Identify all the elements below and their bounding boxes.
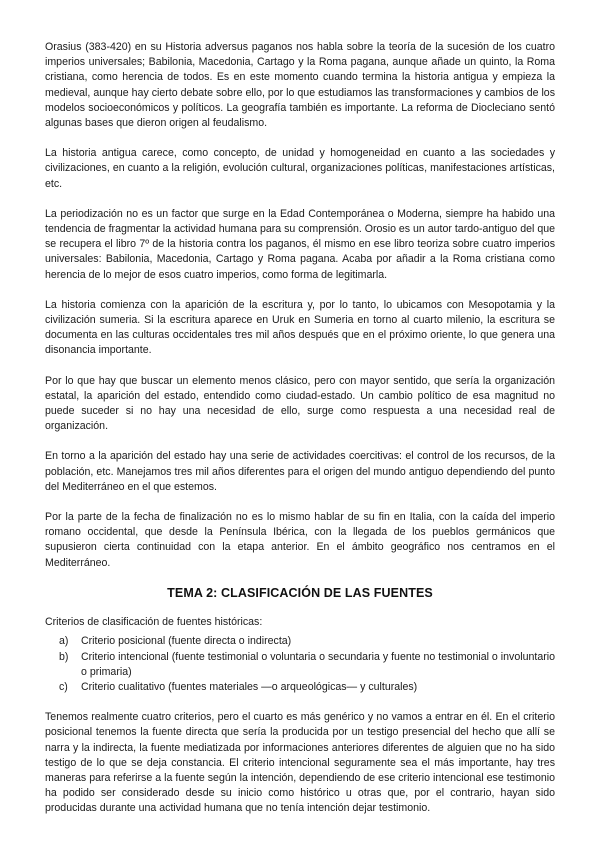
list-item xyxy=(59,634,555,649)
list-marker: a) xyxy=(59,635,69,648)
list-item xyxy=(59,650,555,680)
list-marker: b) xyxy=(59,650,69,663)
paragraph-actividades-coercitivas: En torno a la aparición del estado hay una serie de actividades coercitivas: el control de los recursos, de la población, etc. Manejamos tres mil años diferentes para el origen del mundo antiguo dependiendo del punto del Mediterráneo en el que estemos. xyxy=(45,450,555,493)
list-item-text: Criterio intencional (fuente testimonial o voluntaria o secundaria y fuente no testimonial o involuntario o primaria) xyxy=(81,650,555,678)
paragraph-orosius: Orasius (383-420) en su Historia adversus paganos nos habla sobre la teoría de la sucesión de los cuatro imperios universales; Babilonia, Macedonia, Cartago y la Roma pagana, aunque añade un quinto, la Roma cristiana, como herencia de todos. Es en este momento cuando termina la historia antigua y empieza la medieval, aunque hay cierto debate sobre ello, por lo que estudiamos las transformaciones y cambios de los modelos socioeconómicos y políticos. La geografía también es importante. La reforma de Diocleciano sentó algunas bases que dieron origen al feudalismo. xyxy=(45,41,555,130)
list-item xyxy=(59,680,555,695)
criteria-intro: Criterios de clasificación de fuentes históricas: xyxy=(45,616,263,629)
paragraph-historia-antigua: La historia antigua carece, como concepto, de unidad y homogeneidad en cuanto a las sociedades y civilizaciones, en cuanto a la religión, evolución cultural, organizaciones políticas, manifestaciones artísticas, etc. xyxy=(45,147,555,190)
list-marker: c) xyxy=(59,680,68,693)
section-title: TEMA 2: CLASIFICACIÓN DE LAS FUENTES xyxy=(167,585,433,600)
paragraph-cuatro-criterios: Tenemos realmente cuatro criterios, pero el cuarto es más genérico y no vamos a entrar en él. En el criterio posicional tenemos la fuente directa que sería la producida por un testigo presencial del hecho que allí se narra y la indirecta, la fuente mediatizada por informaciones anteriores diferentes de alguien que no ha sido testigo de lo que se deja constancia. El criterio intencional seguramente sea el más importante, hay tres maneras para referirse a la fuente según la intención, dependiendo de ese criterio intencional ese testimonio ha podido ser considerado desde su inicio como histórico u otras que, por el contrario, hayan sido producidas durante una actividad humana que no tenía intención dejar testimonio. xyxy=(45,711,555,815)
list-item-text: Criterio posicional (fuente directa o indirecta) xyxy=(81,635,292,648)
criteria-list xyxy=(45,634,555,695)
paragraph-finalizacion: Por la parte de la fecha de finalización no es lo mismo hablar de su fin en Italia, con la caída del imperio romano occidental, que desde la Península Ibérica, con la llegada de los pueblos germánicos que supusieron cierta continuidad con la etapa anterior. En el ámbito geográfico nos centramos en el Mediterráneo. xyxy=(45,511,555,569)
list-item-text: Criterio cualitativo (fuentes materiales —o arqueológicas— y culturales) xyxy=(81,680,418,693)
document-page xyxy=(45,40,555,832)
paragraph-periodizacion: La periodización no es un factor que surge en la Edad Contemporánea o Moderna, siempre ha habido una tendencia de fragmentar la actividad humana para su comprensión. Orosio es un autor tardo-antiguo del que se recupera el libro 7º de la historia contra los paganos, él mismo en ese libro teoriza sobre cuatro imperios universales: Babilonia, Macedonia, Cartago y Roma pagana. Acaba por añadir a la Roma cristiana como herencia de lo mejor de esos cuatro imperios, como forma de legitimarla. xyxy=(45,207,555,281)
paragraph-organizacion-estatal: Por lo que hay que buscar un elemento menos clásico, pero con mayor sentido, que sería la organización estatal, la aparición del estado, entendido como ciudad-estado. Un cambio político de esa magnitud no puede suceder si no hay una necesidad de ello, surge como respuesta a una necesidad real de organización. xyxy=(45,374,555,433)
paragraph-escritura: La historia comienza con la aparición de la escritura y, por lo tanto, lo ubicamos con Mesopotamia y la civilización sumeria. Si la escritura aparece en Uruk en Sumeria en torno al cuarto milenio, la escritura se documenta en las culturas occidentales tres mil años después que en el próximo oriente, lo que genera una disonancia importante. xyxy=(45,298,555,357)
